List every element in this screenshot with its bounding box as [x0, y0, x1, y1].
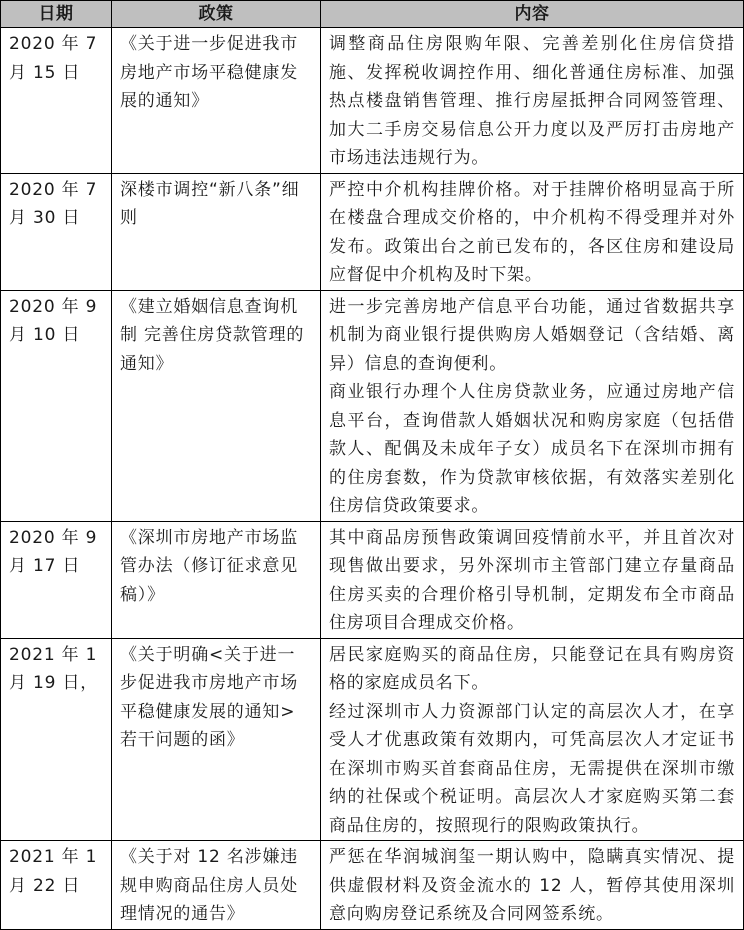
content-paragraph: 进一步完善房地产信息平台功能，通过省数据共享机制为商业银行提供购房人婚姻登记（含结婚、离异）信息的查询便利。: [329, 296, 735, 374]
date-cell: 2020 年 9 月 17 日: [1, 521, 112, 638]
date-cell: 2020 年 9 月 10 日: [1, 290, 112, 521]
table-body: [1, 28, 744, 930]
policy-cell: 《建立婚姻信息查询机制 完善住房贷款管理的通知》: [112, 290, 321, 521]
header-content: 内容: [321, 1, 744, 28]
date-cell: 2020 年 7 月 15 日: [1, 28, 112, 174]
content-cell: [321, 290, 744, 521]
policy-cell: 《关于进一步促进我市房地产市场平稳健康发展的通知》: [112, 28, 321, 174]
content-paragraph: 商业银行办理个人住房贷款业务，应通过房地产信息平台，查询借款人婚姻状况和购房家庭（包括借款人、配偶及未成年子女）成员名下在深圳市拥有的住房套数，作为贷款审核依据，有效落实差别化住房信贷政策要求。: [329, 382, 735, 516]
content-paragraph: 经过深圳市人力资源部门认定的高层次人才，在享受人才优惠政策有效期内，可凭高层次人才定证书在深圳市购买首套商品住房，无需提供在深圳市缴纳的社保或个税证明。高层次人才家庭购买第二套商品住房的，按照现行的限购政策执行。: [329, 701, 735, 836]
content-paragraph: 严惩在华润城润玺一期认购中，隐瞒真实情况、提供虚假材料及资金流水的 12 人，暂停其使用深圳意向购房登记系统及合同网签系统。: [329, 847, 735, 924]
content-paragraph: 居民家庭购买的商品住房，只能登记在具有购房资格的家庭成员名下。: [329, 644, 735, 693]
date-cell: 2021 年 1 月 22 日: [1, 841, 112, 930]
content-cell: [321, 173, 744, 290]
content-cell: [321, 521, 744, 638]
policy-cell: 《深圳市房地产市场监管办法（修订征求意见稿）》: [112, 521, 321, 638]
header-policy: 政策: [112, 1, 321, 28]
content-cell: [321, 841, 744, 930]
policy-cell: 《关于明确<关于进一步促进我市房地产市场平稳健康发展的通知>若干问题的函》: [112, 638, 321, 841]
table-row: [1, 638, 744, 841]
policy-cell: 深楼市调控“新八条”细则: [112, 173, 321, 290]
content-cell: [321, 28, 744, 174]
table-header: [1, 1, 744, 28]
table-row: [1, 28, 744, 174]
date-cell: 2020 年 7 月 30 日: [1, 173, 112, 290]
header-date: 日期: [1, 1, 112, 28]
content-paragraph: 调整商品住房限购年限、完善差别化住房信贷措施、发挥税收调控作用、细化普通住房标准、加强热点楼盘销售管理、推行房屋抵押合同网签管理、加大二手房交易信息公开力度以及严厉打击房地产市场违法违规行为。: [329, 34, 735, 168]
content-paragraph: 其中商品房预售政策调回疫情前水平，并且首次对现售做出要求，另外深圳市主管部门建立存量商品住房买卖的合理价格引导机制，定期发布全市商品住房项目合理成交价格。: [329, 527, 735, 633]
content-cell: [321, 638, 744, 841]
date-cell: 2021 年 1 月 19 日，: [1, 638, 112, 841]
header-row: [1, 1, 744, 28]
table-row: [1, 290, 744, 521]
table-row: [1, 841, 744, 930]
table-row: [1, 173, 744, 290]
content-paragraph: 严控中介机构挂牌价格。对于挂牌价格明显高于所在楼盘合理成交价格的，中介机构不得受理并对外发布。政策出台之前已发布的，各区住房和建设局应督促中介机构及时下架。: [329, 179, 735, 285]
policy-cell: 《关于对 12 名涉嫌违规申购商品住房人员处理情况的通告》: [112, 841, 321, 930]
table-row: [1, 521, 744, 638]
